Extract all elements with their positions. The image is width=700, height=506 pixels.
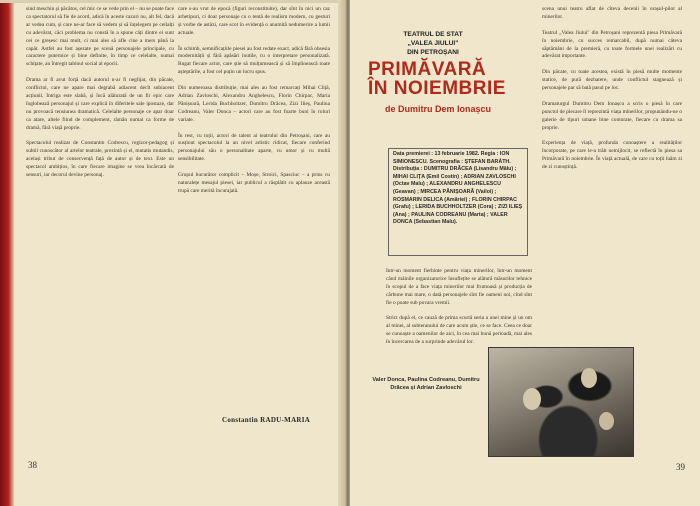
actor-figure	[523, 388, 541, 410]
actor-figure	[581, 368, 597, 388]
production-credits: Data premierei : 13 februarie 1982. Regia : ION SIMIONESCU. Scenografia : ȘTEFAN BARÁTH. Distribuția : DUMITRU DRĂCEA (Lisandru Mâlu) ; MIHAI CLIȚA (Emil Costin) ; ADRIAN ZAVLOSCHI (Octav Malu) ; ALEXANDRU ANGHELESCU (Geavan) ; MIRCEA PĂNIȘOARĂ (Vailoi) ; ROSMARIN DELICA (Amăriei) ; FLORIN CHIRPAC (Grafu) ; LERIDA BUCHHOLTZER (Cora) ; ZIZI ILIEȘ (Ana) ; PAULINA CODREANU (Marta) ; VALER DONCA (Sebastian Malu).	[393, 151, 523, 226]
title-line-2: ÎN NOIEMBRIE	[368, 78, 506, 99]
left-page	[0, 0, 346, 506]
photo-caption: Valer Donca, Paulina Codreanu, Dumitru Drăcea și Adrian Zavloschi	[372, 377, 482, 391]
page-number-right: 39	[676, 462, 685, 472]
actor-figure	[599, 412, 614, 430]
page-top-edge	[0, 0, 346, 3]
production-photo	[488, 347, 634, 457]
left-page-column-1: sind meschin și păcătos, cel mic ce se vede prin el – nu se poate face ca spectatorul să fie de acord, adică în aceste cazuri nu, alt fel, dacă ar vedea cum, și care ne-ar face să vedem și să înțelegem pe ceilalți cu adevărat, căci problema nu constă în a spune câți dintre ei sunt cei ce greșesc mai mult, ci mai ales să afle cine a mers până la capăt. Astfel au fost așezate pe scenă personajele principale, cu caractere puternice și bine definite, în timp ce celelalte, numai schițate, au întregit tabloul social al epocii. Drama ar fi avut forță dacă autorul n-ar fi neglijat, din păcate, conflictul, care ne apare mai degrabă adiacent decît subiacent acțiunii. Intriga este slabă, și încă alăturată de un fir epic care înglobează personajul și care explică în diferitele sale ipostaze, dar nu provoacă tensiunea dramatică. Celelalte personaje ce apar doar ca atare, altele fiind de complement, rămân numai ca forme de dramă, fără viață proprie. Spectacolul realizat de Constantin Codrescu, regizor-pedagog și subtil cunoscător al artelor teatrale, prezintă și el, mutatis mutandis, același tribut de consecvență față de autor și de text. Este un spectacol ambițios, în care fiecare imagine se vrea încărcată de sensuri, iar decorul devine personaj.	[26, 6, 174, 179]
right-page	[350, 0, 700, 506]
right-page-column-right: scena unui teatru aflat de cîteva decenii în orașul-pilot al minerilor. Teatrul „Valea Jiului" din Petroșani reprezentă piesa Primăvară în noiembrie, cu succes remarcabil, după numai câteva săptămâni de la premieră, cu toate formele unei realizări cu adevărat importante. Din păcate, cu toate acestea, există în piesă multe momente statice, de pură dezbatere, unde conflictul stagnează și personajele par să bată pasul pe loc. Dramaturgul Dumitru Dem Ionașcu a scris o piesă în care punctul de plecare îl reprezintă viața minerilor, propunându-ne o galerie de tipuri umane bine conturate, fiecare cu drama sa proprie. Experiența de viață, profunda cunoaștere a realităților încorporate, pe care le-a trăit nemijlocit, se reflectă în piesa sa Primăvară în noiembrie. În viață actuală, de care cu toții luăm zi de zi cunoștință.	[542, 6, 682, 171]
production-credits-box	[388, 148, 528, 256]
play-title	[368, 60, 508, 98]
theatre-header: TEATRUL DE STAT „VALEA JIULUI" DIN PETROȘANI	[403, 31, 463, 56]
article-signature: Constantin RADU-MARIA	[222, 416, 311, 424]
spine-binding	[0, 0, 14, 506]
left-page-column-2: care s-au vrut de epocă (figuri reconstituite), dar sînt în nici un caz arhetipuri, ci doar personaje cu o tentă de realism modern, cu gesturi și vorbe de astăzi, care scot în evidență o anumită nedumerire a lumii actuale. În schimb, semnificațiile piesei au fost redate exact, adică fără obsesia modernității și fără apăsări inutile, cu o interpretare personalizată. Rugat fiecare actor, care știe să mulțumească și să împlinească toate așteptările, a fost cel puțin un lucru spus. Din numeroasa distribuție, mai ales au fost remarcați Mihai Cliță, Adrian Zavloschi, Alexandru Anghelescu, Florin Chirpac, Maria Pănișoară, Lerida Buchholtzer, Dumitru Drăcea, Zizi Ilieș, Paulina Codreanu, Valer Donca – actori care au fost foarte buni în roluri variate. În rest, cu toții, actori de talent ai teatrului din Petroșani, care au susținut spectacolul la un nivel artistic ridicat, fiecare conferind personajului său o personalitate aparte, cu umor și cu multă sensibilitate. Grupul bucurător complicit – Moșe, Stroici, Spasciuc – a prins cu naturalețe mesajul piesei, iar publicul a răsplătit cu aplauze această trupă care merită încurajată.	[178, 6, 330, 194]
right-page-column-left: Intr-un moment fierbinte pentru viața minerilor, într-un moment când mâinile organizatorice însuflețite se alătură măsurilor tehnice în scopul de a face viața minerilor mai frumoasă și producția de cărbune mai mare, o dată personajele sînt fie oameni noi, cînd sînt fie o poate sub povara vremii. Strict după el, ce cauză de prima scurtă seria a unei mine și un om al minei, al subteranului de care acum știe, ce se face. Ceea ce doar se cunoaște a oamenilor de aici, în cea mai bună perioadă, mai ales în încercarea de a surprinde adevărul lor.	[386, 268, 532, 346]
title-line-1: PRIMĂVARĂ	[368, 59, 487, 80]
author-byline: de Dumitru Dem Ionașcu	[384, 104, 492, 114]
page-number-left: 38	[28, 460, 37, 470]
